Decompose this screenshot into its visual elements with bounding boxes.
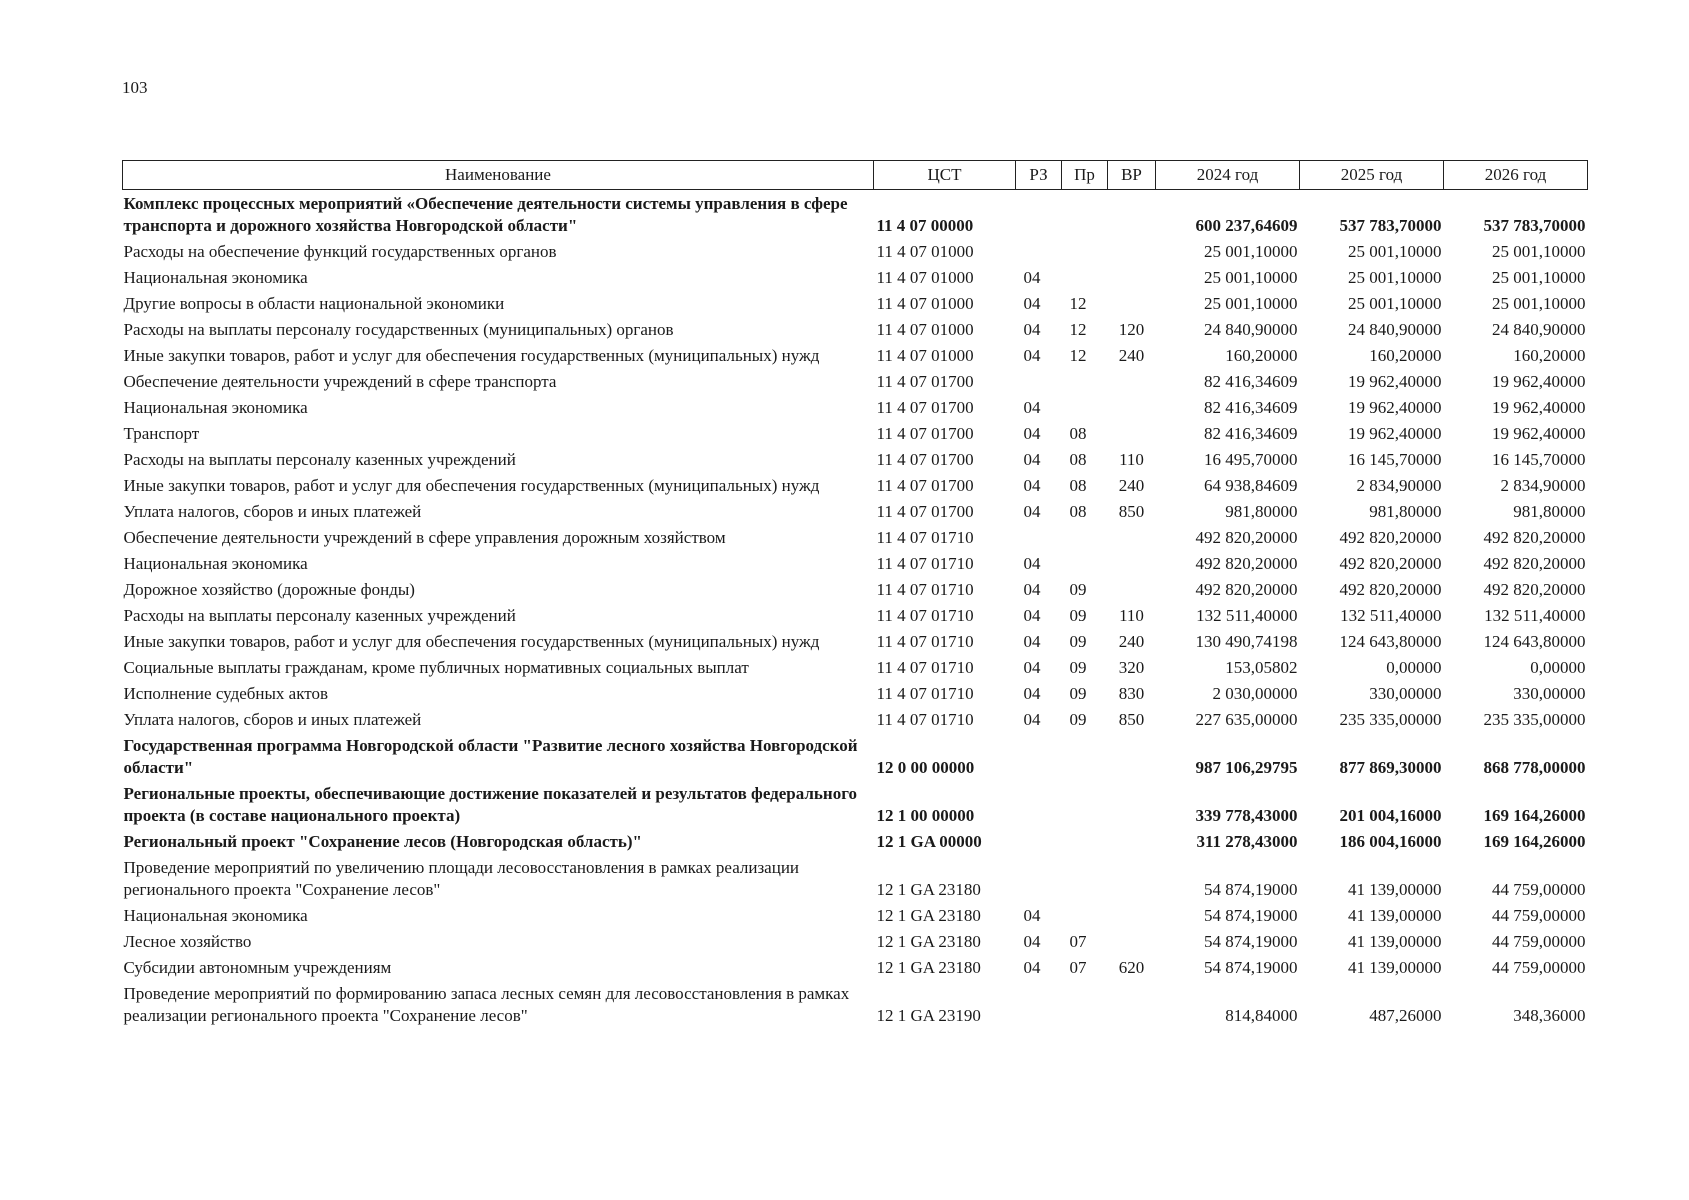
row-value-2026: 235 335,00000 <box>1483 710 1586 729</box>
row-rz: 04 <box>1023 932 1041 951</box>
row-rz: 04 <box>1023 502 1041 521</box>
row-vr: 850 <box>1118 710 1145 729</box>
row-vr <box>1108 780 1156 828</box>
row-value-2026: 25 001,10000 <box>1492 294 1586 313</box>
row-rz: 04 <box>1023 554 1041 573</box>
row-vr <box>1108 420 1156 446</box>
row-vr <box>1108 576 1156 602</box>
row-value-2024: 132 511,40000 <box>1196 606 1298 625</box>
row-rz: 04 <box>1023 424 1041 443</box>
row-vr <box>1108 550 1156 576</box>
header-2025: 2025 год <box>1300 161 1444 190</box>
row-name: Национальная экономика <box>123 268 308 287</box>
row-pr <box>1062 732 1108 780</box>
row-value-2025: 19 962,40000 <box>1348 372 1442 391</box>
row-pr: 09 <box>1069 632 1087 651</box>
row-pr: 07 <box>1069 932 1087 951</box>
row-name: Иные закупки товаров, работ и услуг для обеспечения государственных (муниципальных) нужд <box>123 346 820 365</box>
row-cst: 11 4 07 01710 <box>876 684 974 703</box>
row-rz <box>1016 524 1062 550</box>
row-value-2025: 132 511,40000 <box>1340 606 1442 625</box>
row-value-2025: 25 001,10000 <box>1348 268 1442 287</box>
row-value-2024: 82 416,34609 <box>1204 372 1298 391</box>
row-pr: 08 <box>1069 424 1087 443</box>
row-pr: 07 <box>1069 958 1087 977</box>
row-value-2024: 24 840,90000 <box>1204 320 1298 339</box>
row-value-2024: 492 820,20000 <box>1195 528 1298 547</box>
table-row <box>123 550 1588 576</box>
row-pr: 09 <box>1069 710 1087 729</box>
row-value-2024: 227 635,00000 <box>1195 710 1298 729</box>
row-pr <box>1062 190 1108 239</box>
row-value-2026: 537 783,70000 <box>1483 216 1586 235</box>
table-row <box>123 654 1588 680</box>
row-value-2025: 41 139,00000 <box>1348 932 1442 951</box>
row-cst: 11 4 07 01710 <box>876 658 974 677</box>
row-vr: 620 <box>1118 958 1145 977</box>
row-rz <box>1016 780 1062 828</box>
row-value-2025: 19 962,40000 <box>1348 424 1442 443</box>
table-row <box>123 576 1588 602</box>
row-rz <box>1016 828 1062 854</box>
row-vr <box>1108 190 1156 239</box>
header-rz: РЗ <box>1016 161 1062 190</box>
row-name: Транспорт <box>123 424 200 443</box>
row-rz <box>1016 368 1062 394</box>
row-value-2024: 981,80000 <box>1225 502 1298 521</box>
row-name: Обеспечение деятельности учреждений в сфере транспорта <box>123 372 557 391</box>
row-value-2024: 25 001,10000 <box>1204 294 1298 313</box>
row-cst: 11 4 07 01700 <box>876 502 974 521</box>
row-value-2025: 235 335,00000 <box>1339 710 1442 729</box>
row-value-2026: 124 643,80000 <box>1483 632 1586 651</box>
row-pr <box>1062 238 1108 264</box>
row-cst: 12 1 GA 23180 <box>876 906 981 925</box>
row-rz: 04 <box>1023 476 1041 495</box>
table-row <box>123 498 1588 524</box>
row-cst: 11 4 07 01000 <box>876 242 974 261</box>
row-pr: 12 <box>1069 294 1087 313</box>
row-name: Проведение мероприятий по увеличению площади лесовосстановления в рамках реализации регионального проекта "Сохранение лесов" <box>123 858 800 899</box>
row-pr <box>1062 980 1108 1028</box>
row-value-2026: 44 759,00000 <box>1492 906 1586 925</box>
row-value-2026: 160,20000 <box>1513 346 1586 365</box>
row-name: Другие вопросы в области национальной экономики <box>123 294 505 313</box>
row-cst: 11 4 07 01710 <box>876 632 974 651</box>
row-vr: 830 <box>1118 684 1145 703</box>
row-cst: 11 4 07 01000 <box>876 268 974 287</box>
row-rz <box>1016 980 1062 1028</box>
row-rz: 04 <box>1023 294 1041 313</box>
row-cst: 12 1 GA 23190 <box>876 1006 981 1025</box>
row-rz: 04 <box>1023 450 1041 469</box>
row-pr <box>1062 524 1108 550</box>
row-cst: 11 4 07 01710 <box>876 528 974 547</box>
row-name: Лесное хозяйство <box>123 932 252 951</box>
row-value-2025: 981,80000 <box>1369 502 1442 521</box>
row-pr: 08 <box>1069 476 1087 495</box>
row-pr: 08 <box>1069 502 1087 521</box>
row-value-2026: 169 164,26000 <box>1483 832 1586 851</box>
row-name: Расходы на выплаты персоналу казенных учреждений <box>123 606 516 625</box>
row-vr: 240 <box>1118 476 1145 495</box>
row-value-2024: 82 416,34609 <box>1204 398 1298 417</box>
row-value-2026: 169 164,26000 <box>1483 806 1586 825</box>
row-value-2024: 25 001,10000 <box>1204 242 1298 261</box>
row-value-2026: 19 962,40000 <box>1492 372 1586 391</box>
table-row <box>123 928 1588 954</box>
row-pr <box>1062 780 1108 828</box>
table-row <box>123 602 1588 628</box>
row-value-2025: 25 001,10000 <box>1348 242 1442 261</box>
row-vr: 240 <box>1118 346 1145 365</box>
row-value-2025: 487,26000 <box>1369 1006 1442 1025</box>
row-pr <box>1062 394 1108 420</box>
row-value-2026: 492 820,20000 <box>1483 528 1586 547</box>
row-cst: 12 1 GA 23180 <box>876 880 981 899</box>
table-row <box>123 680 1588 706</box>
table-row <box>123 446 1588 472</box>
row-value-2026: 868 778,00000 <box>1483 758 1586 777</box>
row-pr <box>1062 264 1108 290</box>
table-row <box>123 954 1588 980</box>
row-cst: 11 4 07 00000 <box>876 216 974 235</box>
row-rz: 04 <box>1023 606 1041 625</box>
row-name: Национальная экономика <box>123 906 308 925</box>
table-row <box>123 706 1588 732</box>
row-cst: 11 4 07 01700 <box>876 398 974 417</box>
row-cst: 11 4 07 01700 <box>876 424 974 443</box>
row-name: Уплата налогов, сборов и иных платежей <box>123 502 422 521</box>
table-body <box>123 190 1588 1029</box>
row-rz: 04 <box>1023 346 1041 365</box>
table-row <box>123 854 1588 902</box>
row-vr <box>1108 264 1156 290</box>
row-pr <box>1062 828 1108 854</box>
row-value-2026: 44 759,00000 <box>1492 880 1586 899</box>
row-value-2024: 130 490,74198 <box>1195 632 1298 651</box>
row-rz <box>1016 238 1062 264</box>
row-pr: 12 <box>1069 346 1087 365</box>
row-value-2026: 0,00000 <box>1530 658 1586 677</box>
row-cst: 11 4 07 01710 <box>876 554 974 573</box>
row-pr <box>1062 902 1108 928</box>
row-value-2024: 64 938,84609 <box>1204 476 1298 495</box>
row-pr: 08 <box>1069 450 1087 469</box>
table-row <box>123 368 1588 394</box>
row-vr <box>1108 828 1156 854</box>
row-value-2026: 132 511,40000 <box>1484 606 1586 625</box>
row-value-2025: 124 643,80000 <box>1339 632 1442 651</box>
row-cst: 11 4 07 01000 <box>876 346 974 365</box>
table-row <box>123 980 1588 1028</box>
row-value-2025: 41 139,00000 <box>1348 880 1442 899</box>
header-cst: ЦСТ <box>874 161 1016 190</box>
row-cst: 11 4 07 01710 <box>876 580 974 599</box>
row-value-2024: 54 874,19000 <box>1204 932 1298 951</box>
row-rz: 04 <box>1023 684 1041 703</box>
row-value-2025: 41 139,00000 <box>1348 906 1442 925</box>
row-name: Обеспечение деятельности учреждений в сфере управления дорожным хозяйством <box>123 528 726 547</box>
row-vr: 110 <box>1119 606 1144 625</box>
table-row <box>123 524 1588 550</box>
row-value-2025: 492 820,20000 <box>1339 528 1442 547</box>
row-value-2026: 2 834,90000 <box>1500 476 1586 495</box>
row-value-2025: 537 783,70000 <box>1339 216 1442 235</box>
table-row <box>123 190 1588 239</box>
table-row <box>123 316 1588 342</box>
row-cst: 11 4 07 01000 <box>876 294 974 313</box>
table-row <box>123 732 1588 780</box>
row-rz: 04 <box>1023 906 1041 925</box>
row-name: Расходы на выплаты персоналу государственных (муниципальных) органов <box>123 320 674 339</box>
row-value-2026: 24 840,90000 <box>1492 320 1586 339</box>
row-vr: 120 <box>1118 320 1145 339</box>
row-rz: 04 <box>1023 320 1041 339</box>
row-value-2025: 160,20000 <box>1369 346 1442 365</box>
row-pr <box>1062 368 1108 394</box>
row-rz: 04 <box>1023 958 1041 977</box>
row-cst: 11 4 07 01000 <box>876 320 974 339</box>
row-value-2024: 54 874,19000 <box>1204 958 1298 977</box>
row-value-2026: 16 145,70000 <box>1492 450 1586 469</box>
row-value-2024: 54 874,19000 <box>1204 880 1298 899</box>
row-vr <box>1108 238 1156 264</box>
row-name: Проведение мероприятий по формированию запаса лесных семян для лесовосстановления в рамках реализации регионального проекта "Сохранение лесов" <box>123 984 850 1025</box>
row-value-2024: 339 778,43000 <box>1195 806 1298 825</box>
row-value-2024: 492 820,20000 <box>1195 554 1298 573</box>
row-value-2026: 25 001,10000 <box>1492 242 1586 261</box>
table-row <box>123 290 1588 316</box>
row-rz <box>1016 190 1062 239</box>
row-rz: 04 <box>1023 658 1041 677</box>
table-row <box>123 394 1588 420</box>
table-row <box>123 342 1588 368</box>
row-value-2026: 44 759,00000 <box>1492 958 1586 977</box>
row-value-2025: 19 962,40000 <box>1348 398 1442 417</box>
row-rz <box>1016 732 1062 780</box>
row-value-2024: 2 030,00000 <box>1212 684 1298 703</box>
table-header-row <box>123 161 1588 190</box>
row-name: Региональный проект "Сохранение лесов (Новгородская область)" <box>123 832 642 851</box>
row-value-2024: 600 237,64609 <box>1195 216 1298 235</box>
row-pr: 09 <box>1069 580 1087 599</box>
row-name: Региональные проекты, обеспечивающие достижение показателей и результатов федерального проекта (в составе национального проекта) <box>123 784 858 825</box>
row-cst: 11 4 07 01700 <box>876 450 974 469</box>
header-2024: 2024 год <box>1156 161 1300 190</box>
row-name: Комплекс процессных мероприятий «Обеспечение деятельности системы управления в сфере транспорта и дорожного хозяйства Новгородской области" <box>123 194 848 235</box>
row-value-2026: 981,80000 <box>1513 502 1586 521</box>
row-value-2025: 201 004,16000 <box>1339 806 1442 825</box>
row-name: Субсидии автономным учреждениям <box>123 958 392 977</box>
row-name: Уплата налогов, сборов и иных платежей <box>123 710 422 729</box>
row-cst: 12 1 GA 23180 <box>876 958 981 977</box>
row-name: Расходы на выплаты персоналу казенных учреждений <box>123 450 516 469</box>
row-value-2025: 0,00000 <box>1386 658 1442 677</box>
page-number: 103 <box>122 78 148 97</box>
row-value-2024: 54 874,19000 <box>1204 906 1298 925</box>
row-pr <box>1062 854 1108 902</box>
row-name: Национальная экономика <box>123 554 308 573</box>
budget-table <box>122 160 1588 1028</box>
row-vr <box>1108 854 1156 902</box>
table-row <box>123 828 1588 854</box>
row-rz: 04 <box>1023 580 1041 599</box>
row-cst: 12 1 GA 23180 <box>876 932 981 951</box>
row-vr <box>1108 928 1156 954</box>
table-row <box>123 264 1588 290</box>
row-value-2026: 492 820,20000 <box>1483 580 1586 599</box>
row-value-2024: 311 278,43000 <box>1196 832 1298 851</box>
row-value-2025: 24 840,90000 <box>1348 320 1442 339</box>
row-pr: 09 <box>1069 658 1087 677</box>
row-value-2025: 330,00000 <box>1369 684 1442 703</box>
row-name: Национальная экономика <box>123 398 308 417</box>
row-vr <box>1108 980 1156 1028</box>
row-vr <box>1108 394 1156 420</box>
row-name: Расходы на обеспечение функций государственных органов <box>123 242 557 261</box>
row-value-2025: 877 869,30000 <box>1339 758 1442 777</box>
row-name: Иные закупки товаров, работ и услуг для обеспечения государственных (муниципальных) нужд <box>123 476 820 495</box>
row-vr: 850 <box>1118 502 1145 521</box>
row-value-2024: 16 495,70000 <box>1204 450 1298 469</box>
row-cst: 12 1 00 00000 <box>876 806 975 825</box>
table-row <box>123 902 1588 928</box>
row-value-2025: 492 820,20000 <box>1339 554 1442 573</box>
row-value-2024: 987 106,29795 <box>1195 758 1298 777</box>
row-cst: 11 4 07 01700 <box>876 372 974 391</box>
row-name: Дорожное хозяйство (дорожные фонды) <box>123 580 415 599</box>
row-rz: 04 <box>1023 268 1041 287</box>
row-vr <box>1108 902 1156 928</box>
row-pr: 09 <box>1069 684 1087 703</box>
row-value-2025: 186 004,16000 <box>1339 832 1442 851</box>
row-cst: 11 4 07 01700 <box>876 476 974 495</box>
row-vr: 240 <box>1118 632 1145 651</box>
row-vr <box>1108 524 1156 550</box>
table-row <box>123 472 1588 498</box>
row-value-2026: 19 962,40000 <box>1492 424 1586 443</box>
row-value-2025: 16 145,70000 <box>1348 450 1442 469</box>
row-value-2025: 492 820,20000 <box>1339 580 1442 599</box>
row-value-2025: 25 001,10000 <box>1348 294 1442 313</box>
row-value-2025: 41 139,00000 <box>1348 958 1442 977</box>
row-vr: 320 <box>1118 658 1145 677</box>
row-rz: 04 <box>1023 632 1041 651</box>
row-value-2026: 348,36000 <box>1513 1006 1586 1025</box>
row-value-2026: 492 820,20000 <box>1483 554 1586 573</box>
row-cst: 12 1 GA 00000 <box>876 832 982 851</box>
row-rz: 04 <box>1023 398 1041 417</box>
row-vr <box>1108 732 1156 780</box>
table-row <box>123 420 1588 446</box>
row-value-2025: 2 834,90000 <box>1356 476 1442 495</box>
header-name: Наименование <box>123 161 874 190</box>
row-pr: 09 <box>1069 606 1087 625</box>
row-value-2024: 153,05802 <box>1225 658 1298 677</box>
row-value-2024: 492 820,20000 <box>1195 580 1298 599</box>
row-vr: 110 <box>1119 450 1144 469</box>
row-value-2024: 160,20000 <box>1225 346 1298 365</box>
header-2026: 2026 год <box>1444 161 1588 190</box>
header-pr: Пр <box>1062 161 1108 190</box>
row-name: Социальные выплаты гражданам, кроме публичных нормативных социальных выплат <box>123 658 749 677</box>
row-value-2026: 330,00000 <box>1513 684 1586 703</box>
row-vr <box>1108 368 1156 394</box>
row-cst: 11 4 07 01710 <box>876 710 974 729</box>
row-name: Исполнение судебных актов <box>123 684 328 703</box>
row-value-2026: 44 759,00000 <box>1492 932 1586 951</box>
row-cst: 11 4 07 01710 <box>876 606 974 625</box>
row-rz: 04 <box>1023 710 1041 729</box>
row-rz <box>1016 854 1062 902</box>
row-value-2026: 19 962,40000 <box>1492 398 1586 417</box>
row-pr <box>1062 550 1108 576</box>
table-row <box>123 628 1588 654</box>
row-name: Иные закупки товаров, работ и услуг для обеспечения государственных (муниципальных) нужд <box>123 632 820 651</box>
table-row <box>123 780 1588 828</box>
table-row <box>123 238 1588 264</box>
header-vr: ВР <box>1108 161 1156 190</box>
row-cst: 12 0 00 00000 <box>876 758 975 777</box>
row-value-2026: 25 001,10000 <box>1492 268 1586 287</box>
row-value-2024: 82 416,34609 <box>1204 424 1298 443</box>
row-value-2024: 814,84000 <box>1225 1006 1298 1025</box>
row-pr: 12 <box>1069 320 1087 339</box>
row-value-2024: 25 001,10000 <box>1204 268 1298 287</box>
row-name: Государственная программа Новгородской области "Развитие лесного хозяйства Новгородской области" <box>123 736 858 777</box>
row-vr <box>1108 290 1156 316</box>
